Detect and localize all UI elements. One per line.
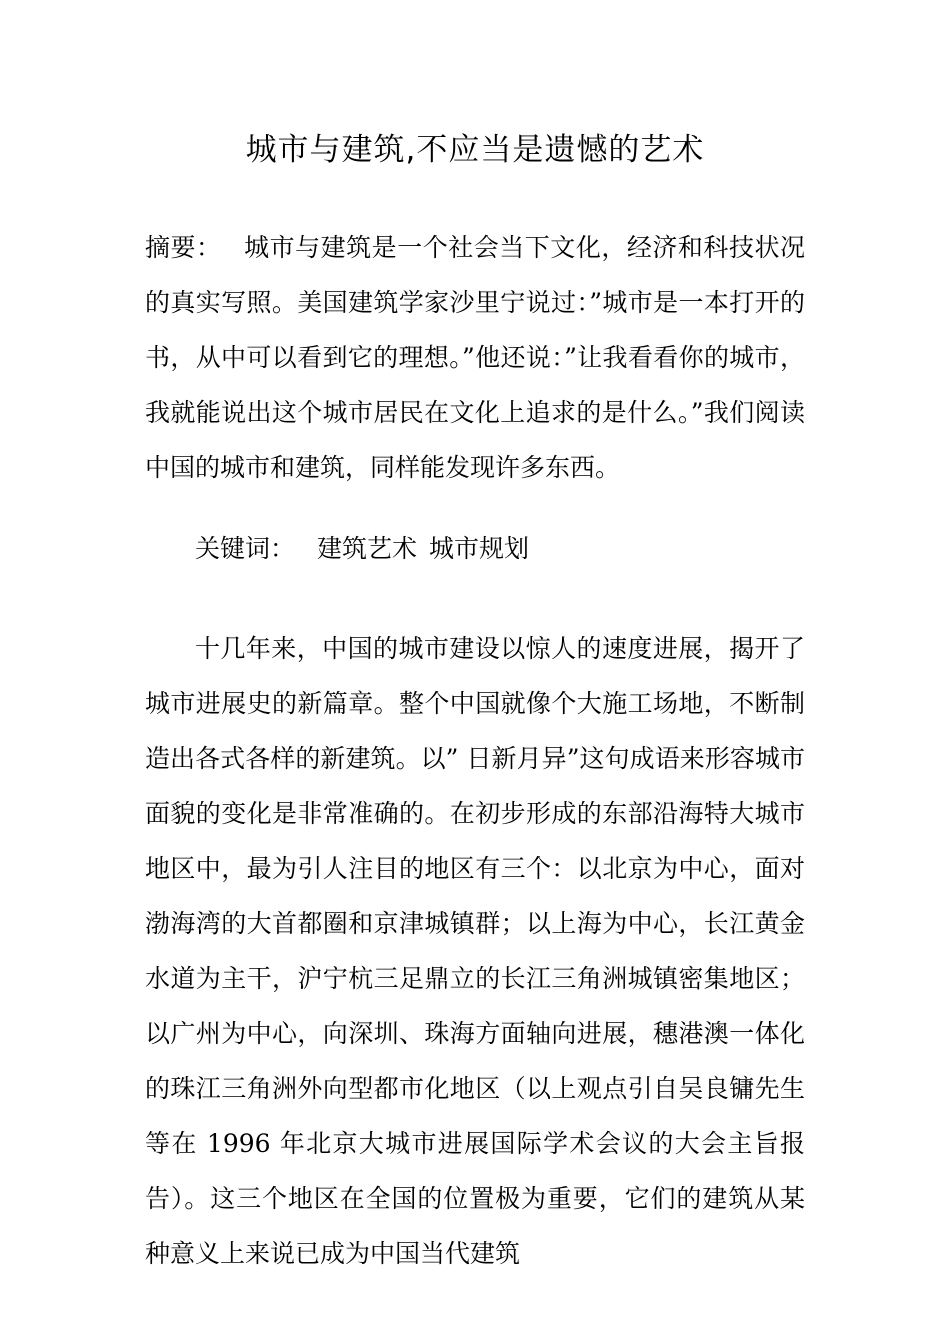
abstract-text: 城市与建筑是一个社会当下文化，经济和科技状况的真实写照。美国建筑学家沙里宁说过：”城市是一本打开的书，从中可以看到它的理想。”他还说：”让我看看你的城市，我就能说出这个城市居民在文化上追求的是什么。”我们阅读中国的城市和建筑，同样能发现许多东西。 <box>145 233 805 482</box>
abstract-label: 摘要： <box>145 233 222 262</box>
keywords <box>145 521 805 576</box>
body-paragraph: 十几年来，中国的城市建设以惊人的速度进展，揭开了城市进展史的新篇章。整个中国就像个大施工场地，不断制造出各式各样的新建筑。以” 日新月异”这句成语来形容城市面貌的变化是非常准确的。在初步形成的东部沿海特大城市地区中，最为引人注目的地区有三个：以北京为中心，面对渤海湾的大首都圈和京津城镇群；以上海为中心，长江黄金水道为主干，沪宁杭三足鼎立的长江三角洲城镇密集地区；以广州为中心，向深圳、珠海方面轴向进展，穗港澳一体化的珠江三角洲外向型都市化地区（以上观点引自吴良镛先生等在 1996 年北京大城市进展国际学术会议的大会主旨报告）。这三个地区在全国的位置极为重要，它们的建筑从某种意义上来说已成为中国当代建筑 <box>145 634 805 1268</box>
abstract <box>145 220 805 495</box>
document-title: 城市与建筑,不应当是遗憾的艺术 <box>245 132 705 168</box>
keywords-label: 关键词： <box>195 534 296 563</box>
keyword-item: 城市规划 <box>429 534 530 563</box>
keyword-item: 建筑艺术 <box>317 534 418 563</box>
